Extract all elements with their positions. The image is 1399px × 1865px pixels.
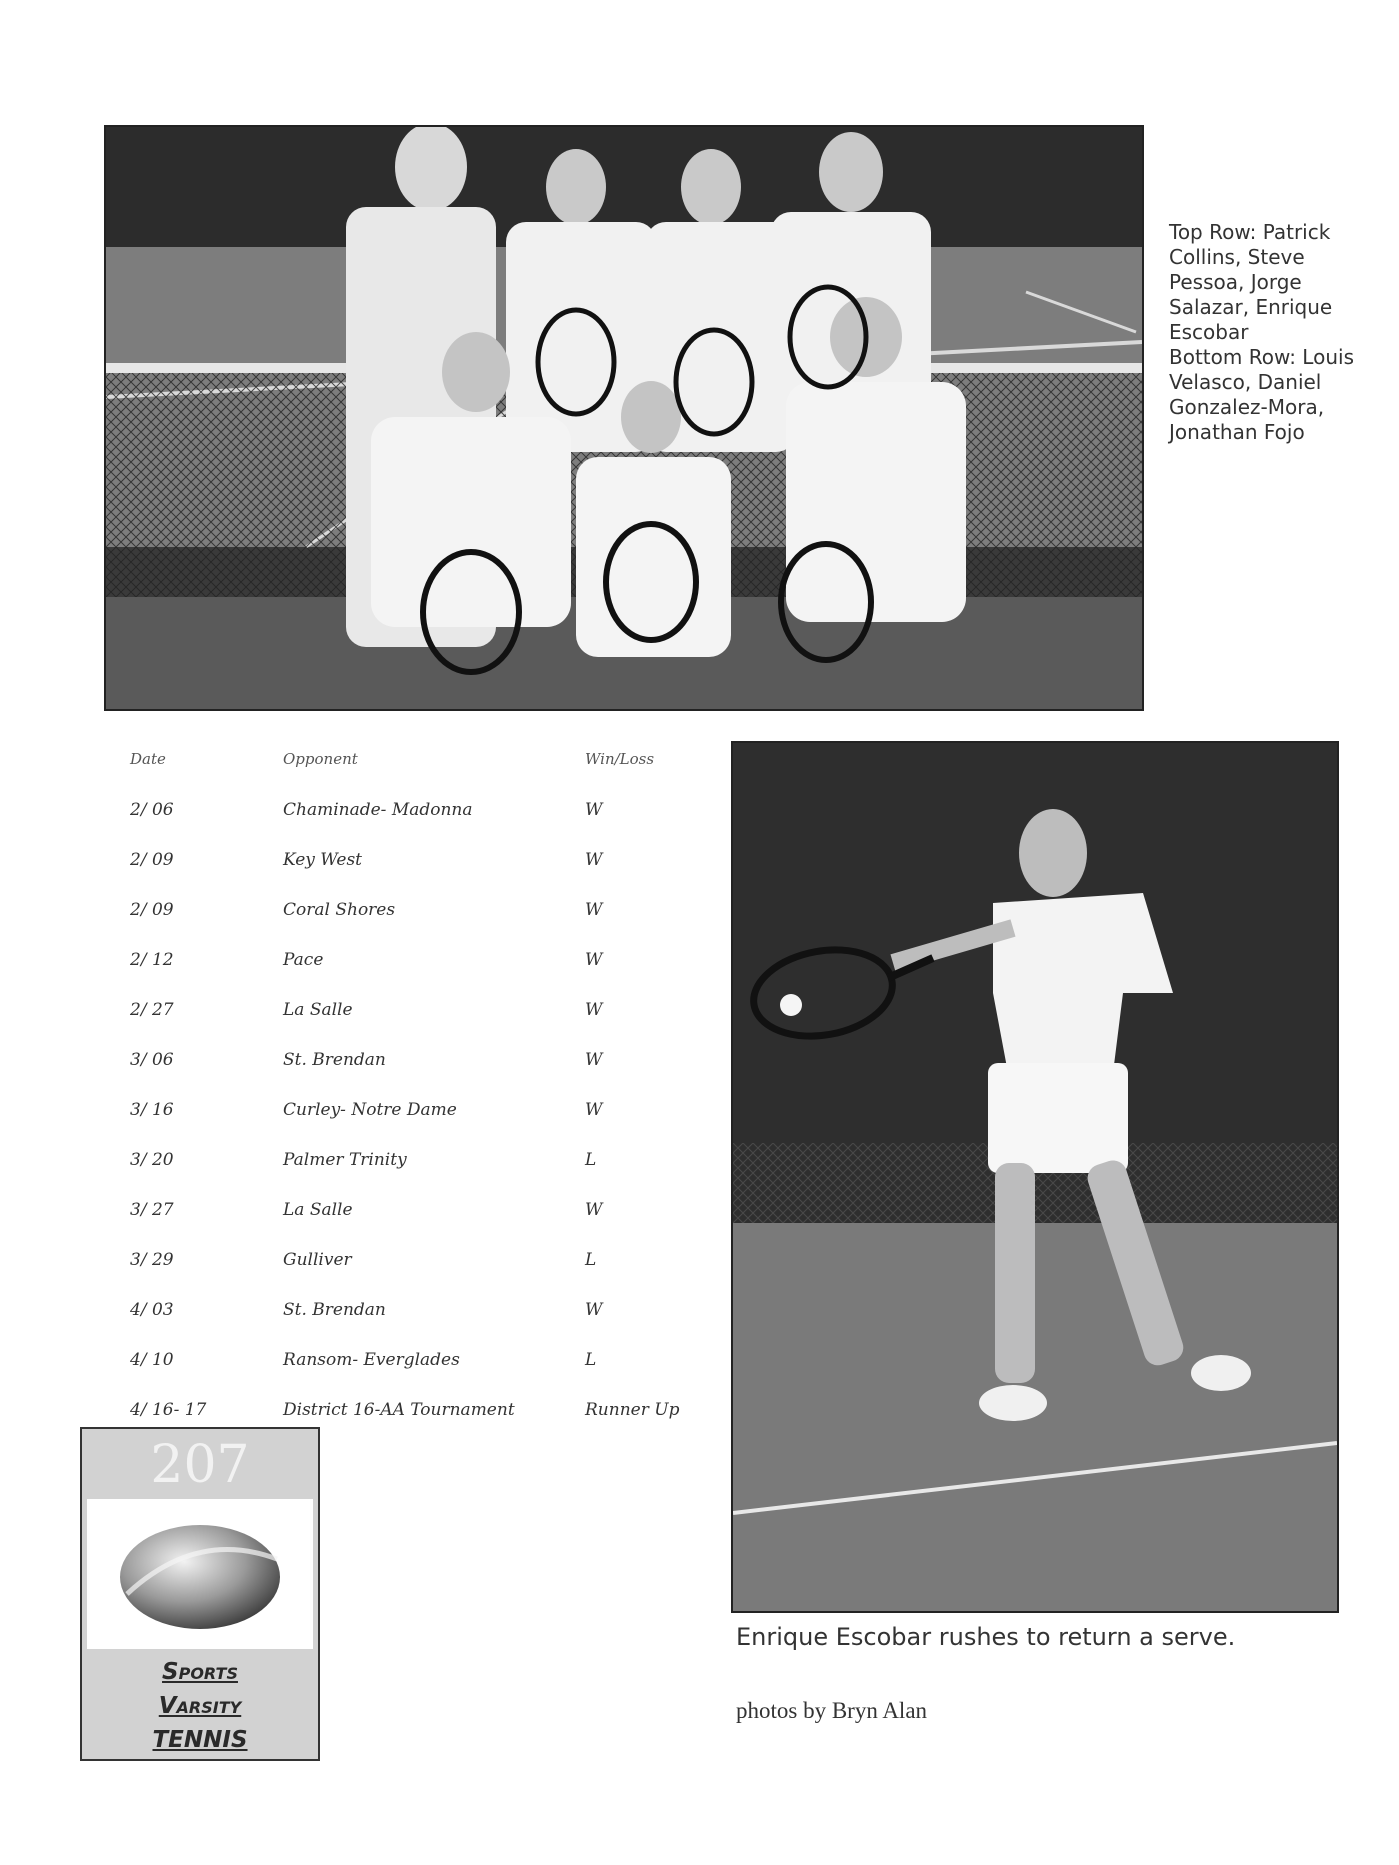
cell-date: 4/ 10 (130, 1350, 174, 1370)
cell-result: W (585, 1100, 603, 1120)
caption-line: Bottom Row: Louis (1169, 345, 1354, 369)
section-line-sports: Sports (162, 1659, 238, 1685)
cell-opponent: District 16-AA Tournament (283, 1400, 515, 1420)
tennis-ball-graphic (87, 1499, 313, 1649)
caption-line: Escobar (1169, 320, 1249, 344)
cell-date: 4/ 16- 17 (130, 1400, 207, 1420)
cell-date: 4/ 03 (130, 1300, 174, 1320)
cell-date: 2/ 12 (130, 950, 174, 970)
cell-date: 3/ 06 (130, 1050, 174, 1070)
team-photo (104, 125, 1144, 711)
tennis-ball-icon (87, 1499, 313, 1649)
cell-opponent: Key West (283, 850, 363, 870)
cell-opponent: Pace (283, 950, 324, 970)
cell-opponent: Ransom- Everglades (283, 1350, 460, 1370)
cell-result: W (585, 800, 603, 820)
caption-line: Collins, Steve (1169, 245, 1305, 269)
cell-result: W (585, 1000, 603, 1020)
cell-date: 2/ 09 (130, 900, 174, 920)
header-result: Win/Loss (585, 750, 655, 768)
cell-result: W (585, 1300, 603, 1320)
cell-result: L (585, 1350, 597, 1370)
cell-result: L (585, 1250, 597, 1270)
cell-result: W (585, 950, 603, 970)
section-label (82, 1655, 318, 1757)
cell-result: W (585, 850, 603, 870)
page-number: 207 (150, 1435, 250, 1495)
cell-date: 3/ 29 (130, 1250, 174, 1270)
cell-opponent: Palmer Trinity (283, 1150, 407, 1170)
header-opponent: Opponent (283, 750, 358, 768)
action-photo (731, 741, 1339, 1613)
cell-date: 2/ 06 (130, 800, 174, 820)
cell-date: 3/ 20 (130, 1150, 174, 1170)
cell-opponent: St. Brendan (283, 1300, 386, 1320)
caption-line: Salazar, Enrique (1169, 295, 1333, 319)
team-photo-caption (1169, 220, 1369, 445)
caption-line: Top Row: Patrick (1169, 220, 1331, 244)
caption-line: Jonathan Fojo (1169, 420, 1305, 444)
cell-result: L (585, 1150, 597, 1170)
page-badge (80, 1427, 320, 1761)
cell-date: 2/ 09 (130, 850, 174, 870)
cell-result: W (585, 900, 603, 920)
cell-date: 3/ 16 (130, 1100, 174, 1120)
cell-opponent: Chaminade- Madonna (283, 800, 473, 820)
caption-line: Velasco, Daniel (1169, 370, 1322, 394)
caption-line: Pessoa, Jorge (1169, 270, 1302, 294)
cell-opponent: La Salle (283, 1000, 353, 1020)
cell-result: W (585, 1050, 603, 1070)
team-photo-image (106, 127, 1142, 709)
cell-opponent: Coral Shores (283, 900, 396, 920)
action-photo-caption: Enrique Escobar rushes to return a serve. (736, 1623, 1236, 1651)
cell-opponent: Curley- Notre Dame (283, 1100, 457, 1120)
cell-opponent: St. Brendan (283, 1050, 386, 1070)
header-date: Date (130, 750, 166, 768)
cell-opponent: Gulliver (283, 1250, 352, 1270)
cell-date: 3/ 27 (130, 1200, 174, 1220)
section-line-tennis: TENNIS (152, 1727, 248, 1753)
cell-date: 2/ 27 (130, 1000, 174, 1020)
cell-result: W (585, 1200, 603, 1220)
photo-credit: photos by Bryn Alan (736, 1698, 928, 1723)
cell-result: Runner Up (585, 1400, 680, 1420)
caption-line: Gonzalez-Mora, (1169, 395, 1325, 419)
section-line-varsity: Varsity (158, 1693, 242, 1719)
cell-opponent: La Salle (283, 1200, 353, 1220)
action-photo-image (733, 743, 1337, 1611)
